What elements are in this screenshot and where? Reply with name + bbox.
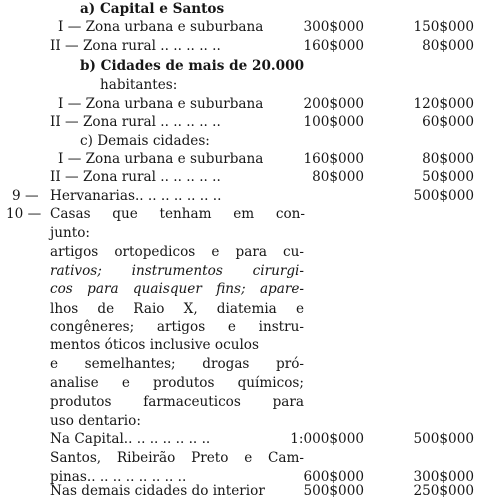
amount-column-2: 250$000 [413, 483, 474, 499]
text-line [0, 393, 480, 411]
amount-column-1: 200$000 [303, 96, 364, 112]
text-line [0, 430, 480, 448]
text-line [0, 243, 480, 261]
line-text: junto: [50, 225, 90, 241]
item-number: 9 — [12, 188, 39, 204]
amount-column-1: 160$000 [303, 151, 364, 167]
text-line [0, 168, 480, 186]
text-line [0, 280, 480, 298]
text-line [0, 355, 480, 373]
amount-column-1: 80$000 [312, 169, 364, 185]
amount-column-1: 500$000 [303, 483, 364, 499]
text-line [0, 482, 480, 500]
line-text: II — Zona rural .. .. .. .. .. [50, 114, 221, 130]
text-line [0, 187, 480, 205]
text-line [0, 76, 480, 94]
line-text: pinas.. .. .. .. .. .. .. .. [50, 469, 187, 485]
text-line [0, 412, 480, 430]
amount-column-2: 50$000 [422, 169, 474, 185]
line-text: analise e produtos químicos; [50, 375, 304, 391]
amount-column-2: 150$000 [413, 19, 474, 35]
amount-column-2: 120$000 [413, 96, 474, 112]
text-line [0, 57, 480, 75]
line-text: e semelhantes; drogas pró- [50, 356, 304, 372]
line-text: I — Zona urbana e suburbana [58, 151, 264, 167]
line-text: Na Capital.. .. .. .. .. .. .. [50, 431, 211, 447]
line-text: rativos; instrumentos cirurgi- [50, 263, 304, 279]
line-text: I — Zona urbana e suburbana [58, 19, 264, 35]
line-text: habitantes: [100, 77, 178, 93]
line-text: Hervanarias.. .. .. .. .. .. .. [50, 188, 222, 204]
amount-column-1: 160$000 [303, 38, 364, 54]
text-line [0, 318, 480, 336]
amount-column-2: 80$000 [422, 38, 474, 54]
line-text: cos para quaisquer fins; apare- [50, 281, 304, 297]
text-line [0, 300, 480, 318]
amount-column-1: 300$000 [303, 19, 364, 35]
line-text: lhos de Raio X, diatemia e [50, 301, 304, 317]
amount-column-2: 80$000 [422, 151, 474, 167]
text-line [0, 205, 480, 223]
text-line [0, 262, 480, 280]
line-text: Casas que tenham em con- [50, 206, 305, 222]
line-text: congêneres; artigos e instru- [50, 319, 304, 335]
line-text: a) Capital e Santos [80, 1, 225, 17]
line-text: c) Demais cidades: [80, 133, 210, 149]
line-text: mentos óticos inclusive oculos [50, 337, 259, 353]
text-line [0, 150, 480, 168]
text-line [0, 113, 480, 131]
amount-column-2: 500$000 [413, 431, 474, 447]
line-text: produtos farmaceuticos para [50, 394, 304, 410]
text-line [0, 374, 480, 392]
text-line [0, 95, 480, 113]
line-text: II — Zona rural .. .. .. .. .. [50, 38, 221, 54]
amount-column-1: 600$000 [303, 469, 364, 485]
line-text: b) Cidades de mais de 20.000 [80, 58, 305, 74]
text-line [0, 0, 480, 18]
line-text: uso dentario: [50, 413, 141, 429]
text-line [0, 37, 480, 55]
text-line [0, 132, 480, 150]
amount-column-2: 60$000 [422, 114, 474, 130]
text-line [0, 449, 480, 467]
amount-column-2: 300$000 [413, 469, 474, 485]
line-text: Nas demais cidades do interior [50, 483, 265, 499]
item-number: 10 — [6, 206, 42, 222]
amount-column-1: 100$000 [303, 114, 364, 130]
text-line [0, 18, 480, 36]
amount-column-2: 500$000 [413, 188, 474, 204]
line-text: artigos ortopedicos e para cu- [50, 244, 304, 260]
line-text: I — Zona urbana e suburbana [58, 96, 264, 112]
amount-column-1: 1:000$000 [290, 431, 364, 447]
text-line [0, 224, 480, 242]
line-text: II — Zona rural .. .. .. .. .. [50, 169, 221, 185]
line-text: Santos, Ribeirão Preto e Cam- [50, 450, 304, 466]
text-line [0, 336, 480, 354]
